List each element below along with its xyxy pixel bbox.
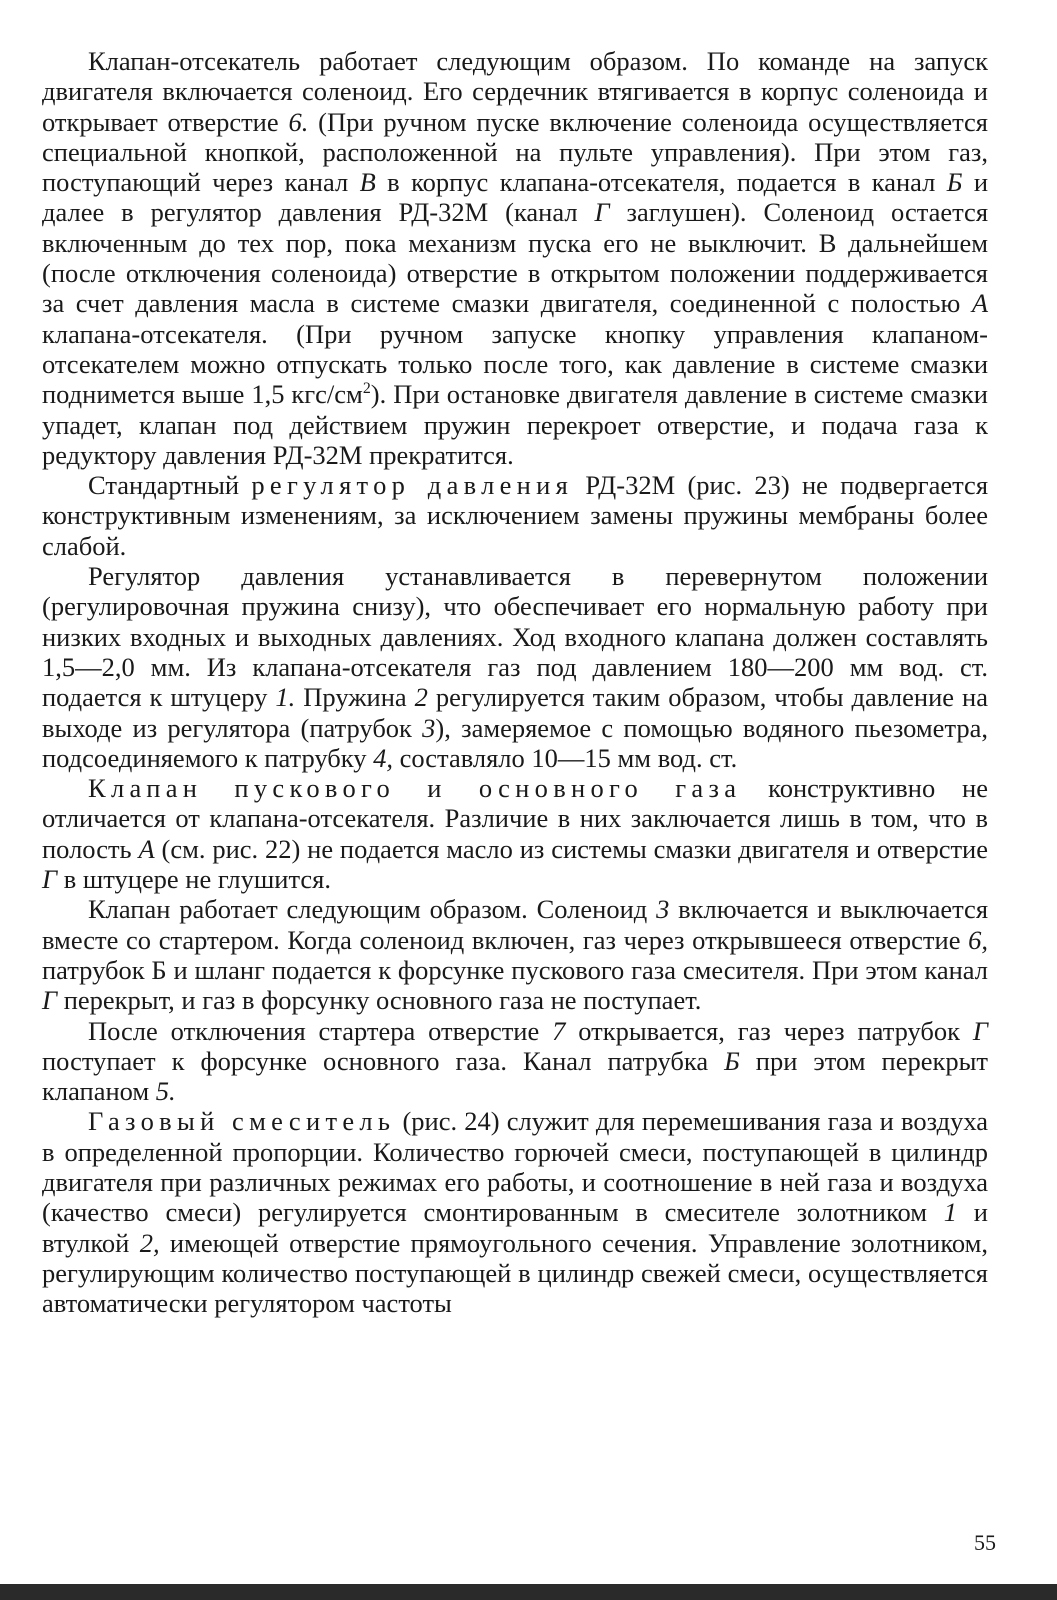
spaced-term: регулятор давления [251, 470, 574, 501]
text-run: открывается, газ через патрубок [565, 1015, 973, 1046]
paragraph-4 [42, 773, 988, 894]
italic-ref: 1. [275, 682, 296, 713]
paragraph-5 [42, 894, 988, 1015]
text-run: (рис. 24) служит для перемешивания газа и воздуха в определенной пропорции. Количество горючей смеси, поступающей в цилиндр двигателя при различных режимах его работы, и соотношение в ней газа и воздуха (качество смеси) регулируется смонтированным в смесителе золотником [42, 1106, 988, 1228]
italic-ref: 3 [422, 712, 436, 743]
text-run: (При ручном пуске включение соленоида осуществляется специальной кнопкой, расположенной на пульте управления). При этом газ, поступающий через канал [42, 106, 988, 198]
italic-ref: Г [42, 864, 58, 895]
italic-ref: 4, [373, 742, 393, 773]
text-run: Стандартный [88, 470, 252, 501]
text-run: при этом перекрыт клапаном [42, 1045, 988, 1107]
text-run: (см. рис. 22) не подается масло из системы смазки двигателя и отверстие [154, 833, 988, 864]
italic-ref: 6. [288, 106, 309, 137]
italic-ref: 2 [414, 682, 428, 713]
superscript: 2 [362, 380, 371, 398]
page-number: 55 [974, 1530, 996, 1555]
italic-ref: В [359, 167, 376, 198]
text-run: Пружина [295, 682, 415, 713]
spaced-term: Клапан пускового и основного газа [88, 773, 742, 804]
italic-ref: 2, [139, 1227, 160, 1258]
italic-ref: 5. [155, 1076, 176, 1107]
italic-ref: Б [724, 1045, 740, 1076]
text-run: имеющей отверстие прямоугольного сечения. Управление золотником, регулирующим количество поступающей в цилиндр свежей смеси, осуществляется автоматически регулятором частоты [42, 1227, 988, 1319]
italic-ref: Г [594, 197, 610, 228]
italic-ref: 6, [968, 924, 988, 955]
text-run: составляло 10—15 мм вод. ст. [393, 742, 738, 773]
text-run: Клапан-отсекатель работает следующим образом. По команде на запуск двигателя включается соленоид. Его сердечник втягивается в корпус соленоида и открывает отверстие [42, 46, 988, 137]
text-run: После отключения стартера отверстие [88, 1015, 553, 1046]
text-run: РД-32М (рис. 23) не подвергается конструктивным изменениям, за исключением замены пружины мембраны более слабой. [42, 470, 989, 561]
paragraph-6 [42, 1016, 988, 1107]
paragraph-7 [42, 1106, 988, 1318]
text-run: конструктивно не отличается от клапана-отсекателя. Различие в них заключается лишь в том, что в полость [42, 773, 988, 864]
text-run: Регулятор давления устанавливается в перевернутом положении (регулировочная пружина снизу), что обеспечивает его нормальную работу при низких входных и выходных давлениях. Ход входного клапана должен составлять 1,5—2,0 мм. Из клапана-отсекателя газ под давлением 180—200 мм вод. ст. подается к штуцеру [42, 561, 988, 713]
spaced-term: Газовый смеситель [88, 1106, 396, 1137]
text-run: клапана-отсекателя. (При ручном запуске кнопку управления клапаном-отсекателем можно отпускать только после того, как давление в системе смазки поднимется выше 1,5 кгс/см [42, 318, 988, 410]
bottom-scan-border [0, 1584, 1057, 1600]
text-run: заглушен). Соленоид остается включенным до тех пор, пока механизм пуска его не выключит. В дальнейшем (после отключения соленоида) отверстие в открытом положении поддерживается за счет давления масла в системе смазки двигателя, соединенной с полостью [42, 197, 989, 319]
paragraph-2 [42, 470, 988, 561]
paragraph-1 [42, 46, 988, 470]
italic-ref: Г [42, 985, 58, 1016]
text-run: и далее в регулятор давления РД-32М (канал [42, 167, 989, 228]
italic-ref: 7 [552, 1015, 566, 1046]
text-run: включается и выключается вместе со стартером. Когда соленоид включен, газ через открывшееся отверстие [42, 894, 989, 955]
text-run: ), замеряемое с помощью водяного пьезометра, подсоединяемого к патрубку [42, 712, 988, 773]
text-run: регулируется таким образом, чтобы давление на выходе из регулятора (патрубок [42, 682, 988, 743]
text-run: перекрыт, и газ в форсунку основного газа не поступает. [57, 985, 702, 1016]
italic-ref: 3 [656, 894, 670, 925]
text-run: Клапан работает следующим образом. Соленоид [88, 894, 657, 925]
text-run: в штуцере не глушится. [57, 864, 331, 895]
italic-ref: Б [946, 167, 963, 198]
text-run: и втулкой [42, 1197, 988, 1258]
paragraph-3 [42, 561, 988, 773]
italic-ref: А [138, 833, 155, 864]
text-run: патрубок Б и шланг подается к форсунке пускового газа смесителя. При этом канал [42, 954, 988, 985]
page-body [42, 46, 988, 1318]
italic-ref: А [971, 288, 988, 319]
text-run: в корпус клапана-отсекателя, подается в канал [375, 167, 947, 198]
text-run: ). При остановке двигателя давление в системе смазки упадет, клапан под действием пружин перекроет отверстие, и подача газа к редуктору давления РД-32М прекратится. [42, 379, 988, 470]
italic-ref: 1 [943, 1197, 958, 1228]
italic-ref: Г [972, 1015, 988, 1046]
text-run: поступает к форсунке основного газа. Канал патрубка [42, 1045, 725, 1076]
